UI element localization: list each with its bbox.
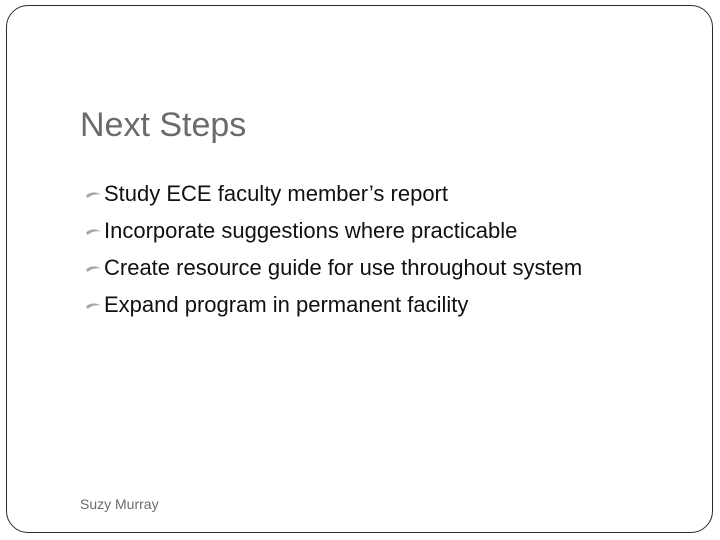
bullet-item xyxy=(85,252,582,289)
swoosh-bullet-icon xyxy=(85,190,102,199)
swoosh-bullet-icon xyxy=(85,264,102,273)
bullet-text: Study ECE faculty member’s report xyxy=(104,181,448,206)
bullet-item xyxy=(85,178,582,215)
slide-title: Next Steps xyxy=(80,106,247,144)
bullet-item xyxy=(85,289,582,326)
bullet-text: Expand program in permanent facility xyxy=(104,292,469,317)
bullet-item xyxy=(85,215,582,252)
swoosh-bullet-icon xyxy=(85,227,102,236)
slide-frame xyxy=(6,5,713,533)
bullet-list xyxy=(85,178,582,326)
bullet-text: Incorporate suggestions where practicable xyxy=(104,218,518,243)
bullet-text: Create resource guide for use throughout system xyxy=(104,255,583,280)
footer-author: Suzy Murray xyxy=(80,496,159,512)
swoosh-bullet-icon xyxy=(85,301,102,310)
